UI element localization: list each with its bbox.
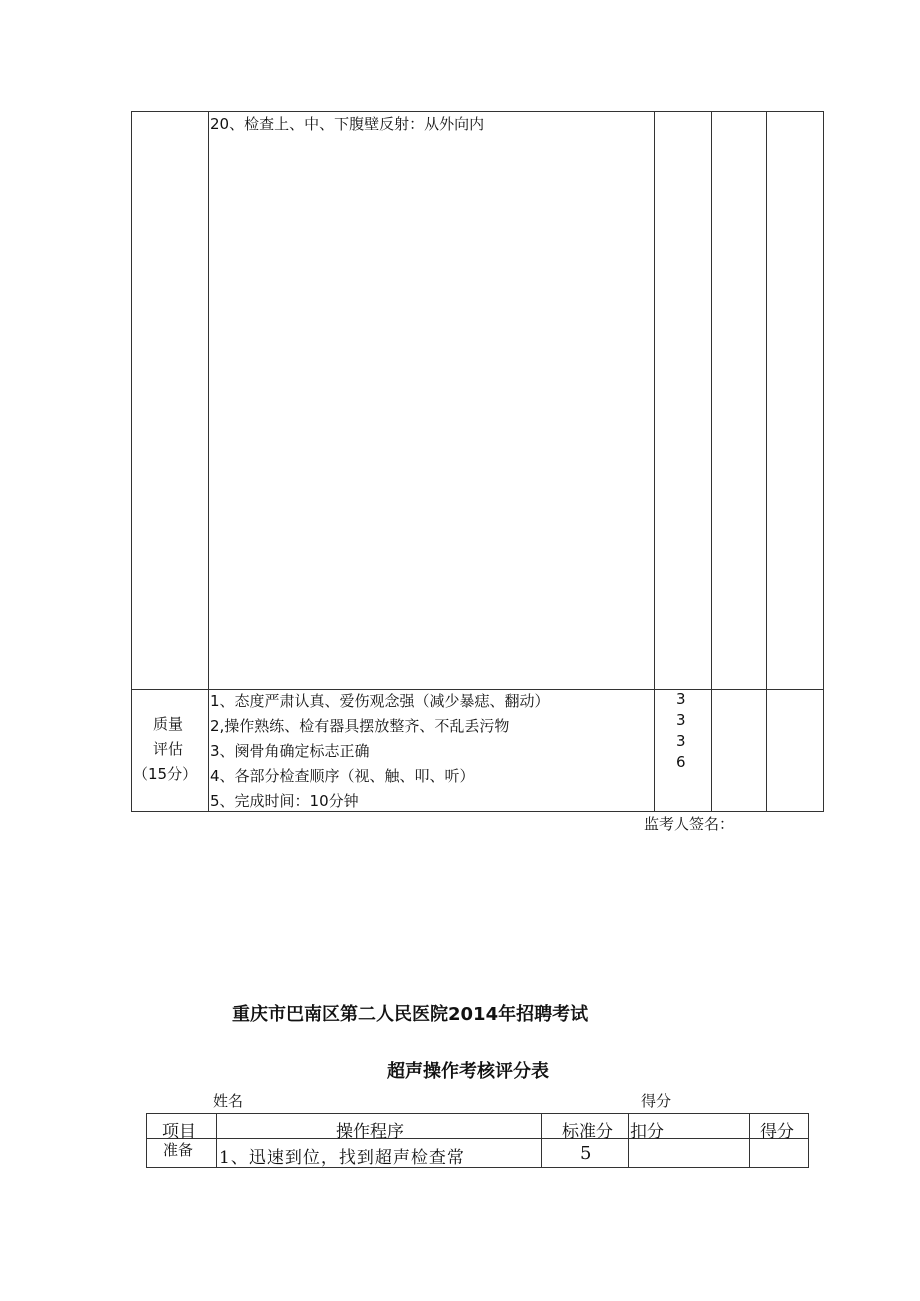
table2-header-procedure: 操作程序 <box>336 1122 404 1142</box>
table1-col-divider-4 <box>766 111 767 812</box>
table2-col-divider-2 <box>541 1113 542 1168</box>
table2-col-divider-1 <box>216 1113 217 1168</box>
name-label: 姓名 <box>213 1092 244 1110</box>
document-title: 重庆市巴南区第二人民医院2014年招聘考试 <box>232 1004 589 1025</box>
table1-col-divider-1 <box>208 111 209 812</box>
table2-border-right <box>808 1113 809 1168</box>
table1-row-divider <box>131 689 824 690</box>
table1-score-2: 3 <box>676 711 686 729</box>
table2-row1-standard-score: 5 <box>580 1143 592 1164</box>
table1-score-4: 6 <box>676 753 686 771</box>
score-label: 得分 <box>641 1092 672 1110</box>
table2-border-left <box>146 1113 147 1168</box>
table1-score-1: 3 <box>676 690 686 708</box>
table2-row1-item: 准备 <box>163 1141 194 1159</box>
table1-border-right <box>823 111 824 812</box>
table1-row2-procedure-1: 1、态度严肃认真、爱伤观念强（减少暴痣、翻动） <box>210 692 550 710</box>
table1-border-top <box>131 111 824 112</box>
table1-row1-procedure: 20、检查上、中、下腹壁反射：从外向内 <box>210 115 485 133</box>
table1-col-divider-2 <box>654 111 655 812</box>
table1-col-divider-3 <box>711 111 712 812</box>
table2-header-standard-score: 标准分 <box>562 1122 613 1142</box>
form-subtitle: 超声操作考核评分表 <box>387 1061 549 1082</box>
table2-border-top <box>146 1113 809 1114</box>
table2-header-score: 得分 <box>760 1122 794 1142</box>
table2-col-divider-3 <box>628 1113 629 1168</box>
table1-row2-procedure-4: 4、各部分检查顺序（视、触、叩、听） <box>210 767 475 785</box>
table2-header-divider <box>146 1138 809 1139</box>
table1-row2-item-line1: 质量 <box>153 715 184 733</box>
table1-row2-item-line2: 评估 <box>153 740 184 758</box>
table1-border-left <box>131 111 132 812</box>
table2-row1-procedure: 1、迅速到位，找到超声检查常 <box>219 1148 465 1168</box>
table1-row2-procedure-3: 3、阕骨角确定标志正确 <box>210 742 370 760</box>
table1-border-bottom <box>131 811 824 812</box>
table2-header-deduction: 扣分 <box>630 1122 664 1142</box>
table1-score-3: 3 <box>676 732 686 750</box>
table1-row2-procedure-5: 5、完成时间：10分钟 <box>210 792 359 810</box>
table1-row2-item-line3: （15分） <box>133 765 198 783</box>
examiner-signature-label: 监考人签名： <box>644 815 735 833</box>
table2-col-divider-4 <box>749 1113 750 1168</box>
table1-row2-procedure-2: 2,操作熟练、检有器具摆放整齐、不乱丢污物 <box>210 717 510 735</box>
table2-header-item: 项目 <box>162 1122 196 1142</box>
